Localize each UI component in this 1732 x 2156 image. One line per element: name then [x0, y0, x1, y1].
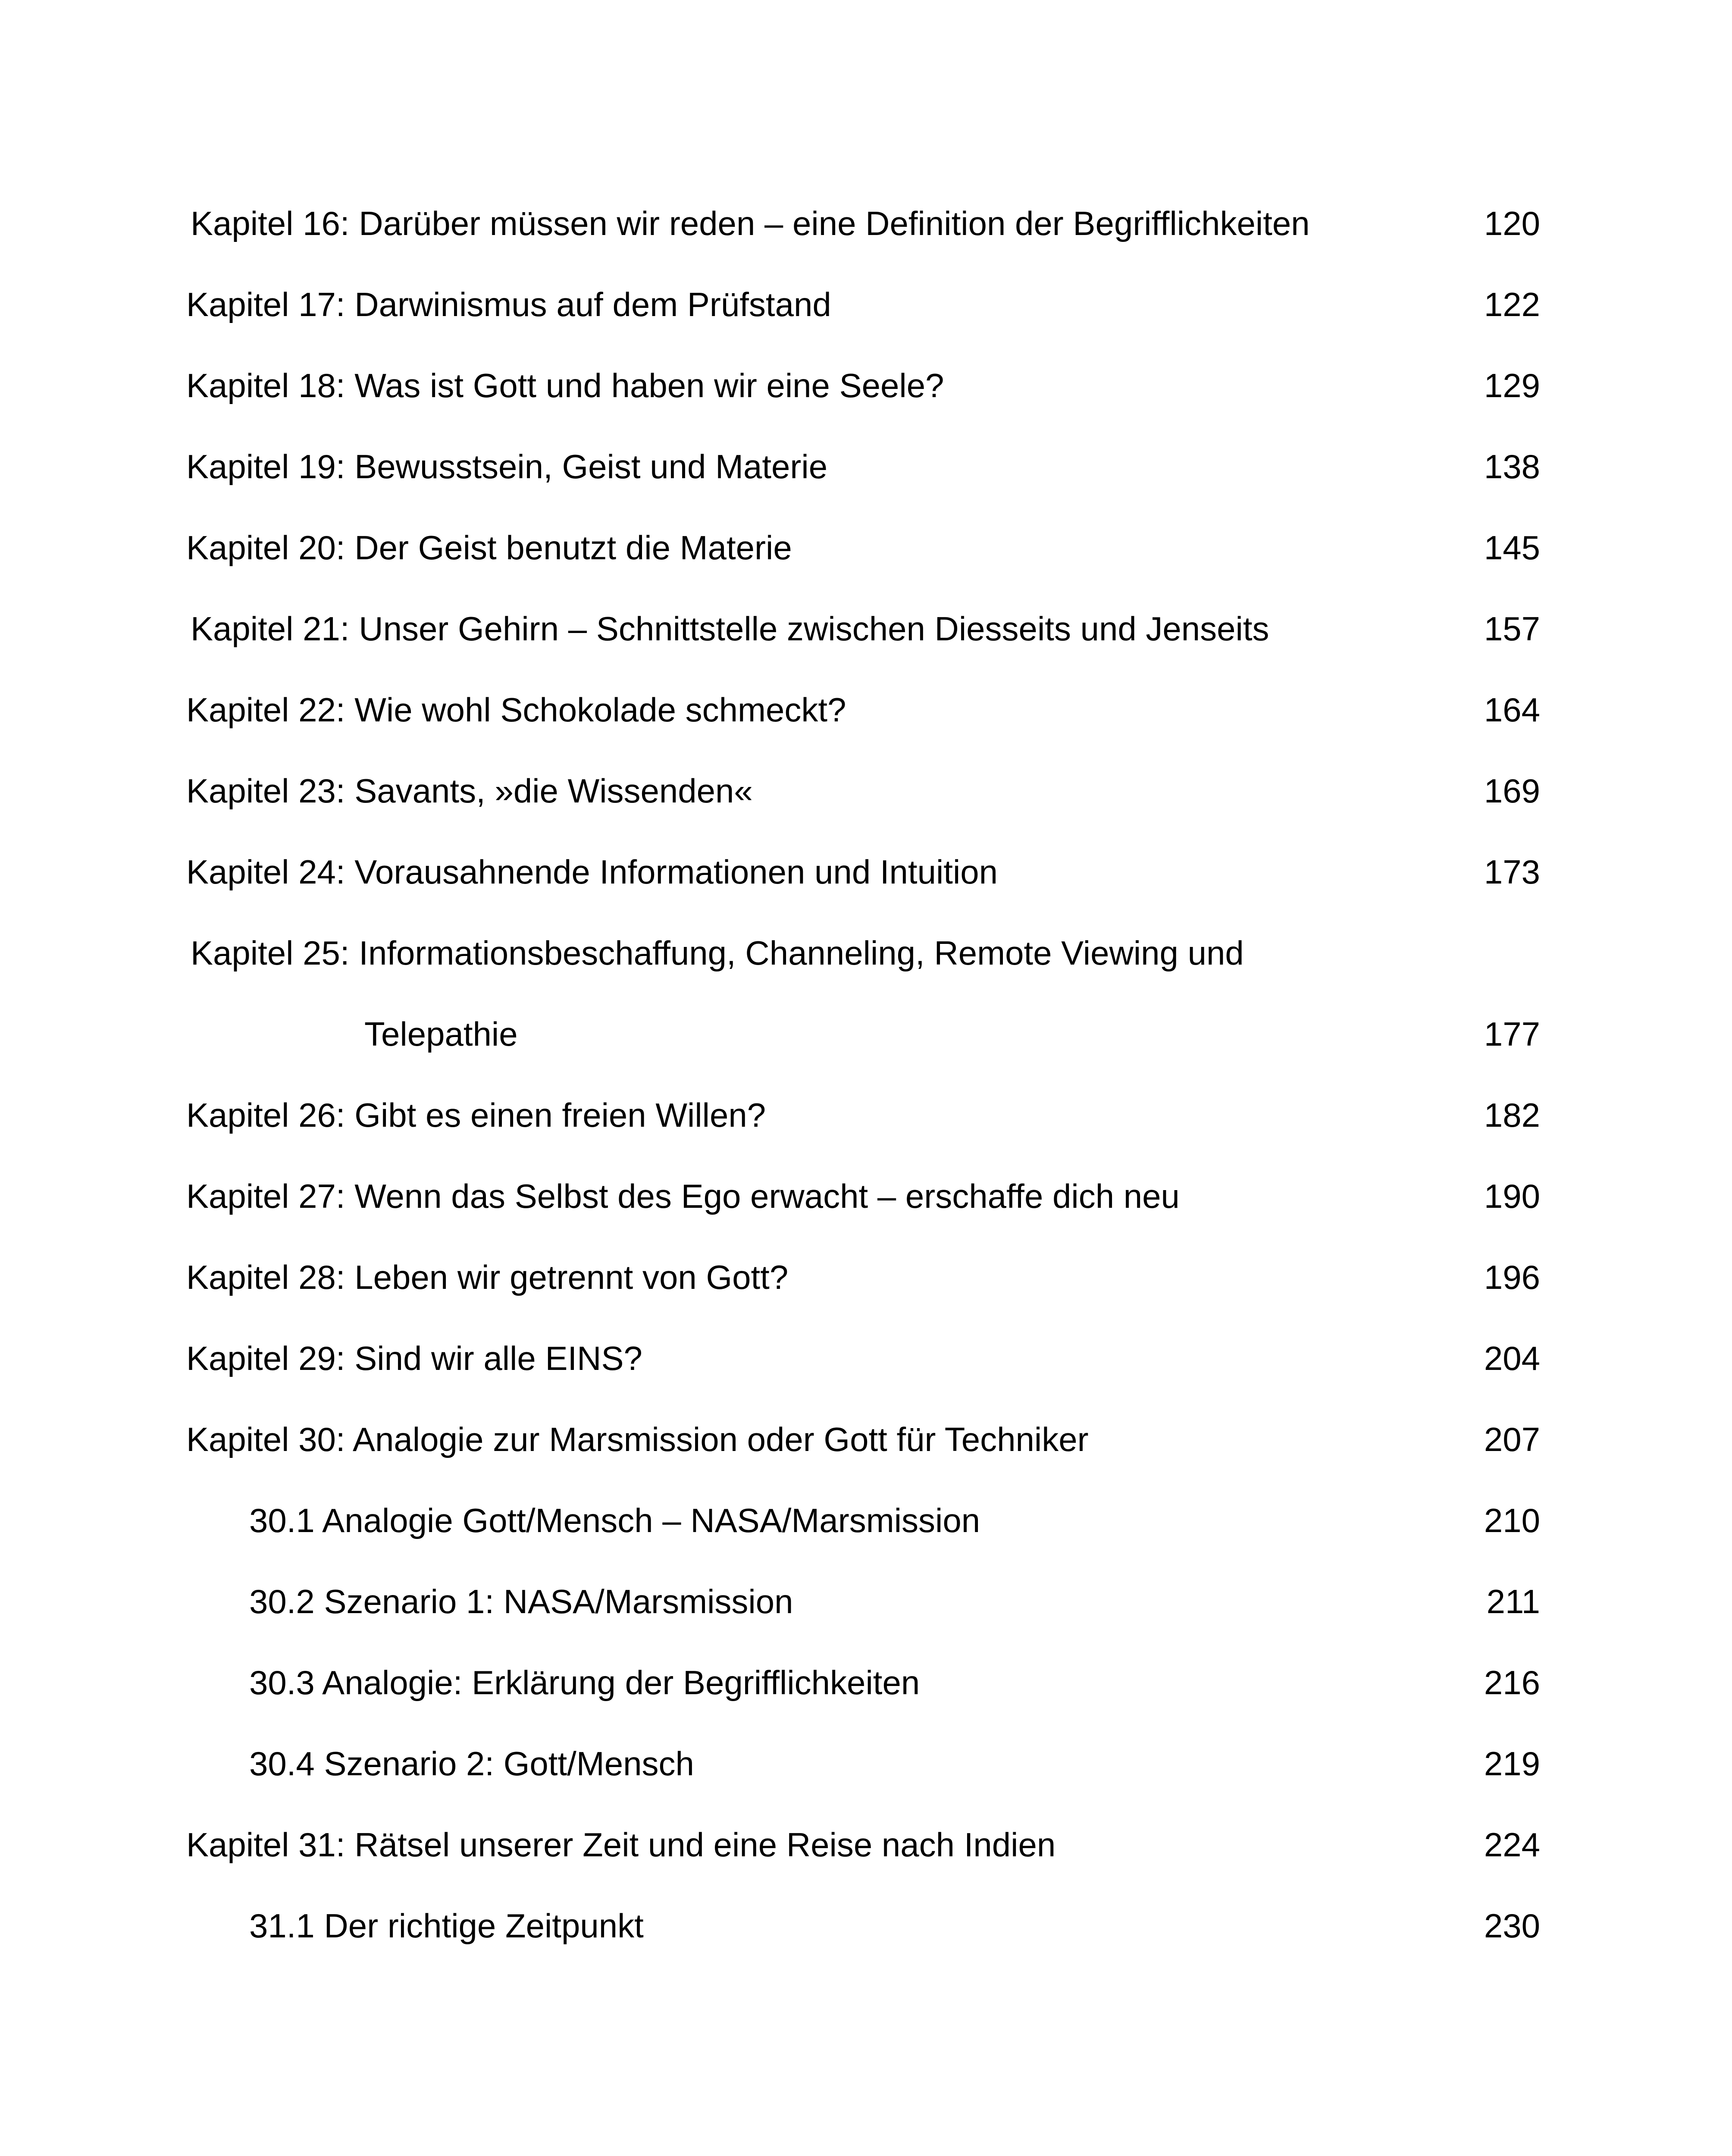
- toc-entry-page-number: 224: [1484, 1826, 1540, 1864]
- toc-entry-title: 31.1 Der richtige Zeitpunkt: [249, 1907, 644, 1945]
- toc-entry-page-number: 120: [1484, 204, 1540, 242]
- toc-entry-page-number: 177: [1484, 1015, 1540, 1053]
- toc-entry-title: Kapitel 20: Der Geist benutzt die Materie: [186, 529, 792, 567]
- toc-entry-title: Kapitel 28: Leben wir getrennt von Gott?: [186, 1258, 789, 1296]
- toc-entry-title: Kapitel 25: Informationsbeschaffung, Channeling, Remote Viewing und: [191, 934, 1244, 972]
- toc-entry-kapitel-26: [0, 1075, 1732, 1156]
- toc-entry-page-number: 219: [1484, 1745, 1540, 1783]
- toc-entry-page-number: 145: [1484, 529, 1540, 567]
- toc-entry-kapitel-20: [0, 507, 1732, 588]
- toc-entry-title: Kapitel 27: Wenn das Selbst des Ego erwacht – erschaffe dich neu: [186, 1177, 1180, 1215]
- toc-entry-page-number: 157: [1484, 610, 1540, 648]
- toc-entry-kapitel-27: [0, 1156, 1732, 1237]
- toc-entry-kapitel-25-continued: [0, 993, 1732, 1075]
- toc-entry-kapitel-19: [0, 426, 1732, 507]
- toc-entry-page-number: 173: [1484, 853, 1540, 891]
- toc-entry-page-number: 164: [1484, 691, 1540, 729]
- toc-entry-section-30-4: [0, 1723, 1732, 1804]
- toc-entry-page-number: 122: [1484, 285, 1540, 323]
- toc-entry-page-number: 129: [1484, 367, 1540, 404]
- toc-entry-kapitel-31: [0, 1804, 1732, 1885]
- toc-entry-title: Kapitel 17: Darwinismus auf dem Prüfstand: [186, 285, 831, 323]
- toc-entry-title: Kapitel 16: Darüber müssen wir reden – eine Definition der Begrifflichkeiten: [191, 204, 1310, 242]
- toc-entry-title: Kapitel 29: Sind wir alle EINS?: [186, 1339, 642, 1377]
- toc-entry-kapitel-30: [0, 1399, 1732, 1480]
- toc-entry-title: Kapitel 18: Was ist Gott und haben wir eine Seele?: [186, 367, 944, 404]
- toc-entry-kapitel-17: [0, 264, 1732, 345]
- toc-entry-kapitel-23: [0, 750, 1732, 831]
- toc-entry-page-number: 196: [1484, 1258, 1540, 1296]
- toc-entry-kapitel-25: [0, 912, 1732, 993]
- toc-entry-kapitel-22: [0, 669, 1732, 750]
- toc-entry-title: Telepathie: [364, 1015, 518, 1053]
- toc-entry-page-number: 211: [1486, 1583, 1540, 1620]
- toc-entry-title: 30.3 Analogie: Erklärung der Begrifflichkeiten: [249, 1664, 920, 1702]
- toc-entry-kapitel-24: [0, 831, 1732, 912]
- toc-entry-page-number: 230: [1484, 1907, 1540, 1945]
- toc-entry-title: 30.2 Szenario 1: NASA/Marsmission: [249, 1583, 793, 1620]
- toc-entry-title: Kapitel 21: Unser Gehirn – Schnittstelle zwischen Diesseits und Jenseits: [191, 610, 1269, 648]
- toc-entry-section-30-2: [0, 1561, 1732, 1642]
- toc-entry-title: Kapitel 23: Savants, »die Wissenden«: [186, 772, 753, 810]
- toc-entry-page-number: 182: [1484, 1096, 1540, 1134]
- toc-entry-title: Kapitel 22: Wie wohl Schokolade schmeckt?: [186, 691, 846, 729]
- toc-entry-section-30-3: [0, 1642, 1732, 1723]
- toc-entry-title: 30.4 Szenario 2: Gott/Mensch: [249, 1745, 694, 1783]
- toc-entry-kapitel-21: [0, 588, 1732, 669]
- toc-entry-page-number: 138: [1484, 448, 1540, 486]
- toc-entry-section-31-1: [0, 1885, 1732, 1966]
- toc-entry-page-number: 210: [1484, 1501, 1540, 1539]
- toc-entry-kapitel-29: [0, 1318, 1732, 1399]
- toc-entry-kapitel-18: [0, 345, 1732, 426]
- toc-entry-title: 30.1 Analogie Gott/Mensch – NASA/Marsmission: [249, 1501, 980, 1539]
- toc-entry-title: Kapitel 24: Vorausahnende Informationen und Intuition: [186, 853, 998, 891]
- toc-entry-kapitel-16: [0, 183, 1732, 264]
- toc-entry-title: Kapitel 31: Rätsel unserer Zeit und eine Reise nach Indien: [186, 1826, 1056, 1864]
- toc-entry-kapitel-28: [0, 1237, 1732, 1318]
- toc-entry-title: Kapitel 30: Analogie zur Marsmission oder Gott für Techniker: [186, 1420, 1089, 1458]
- toc-entry-page-number: 216: [1484, 1664, 1540, 1702]
- toc-entry-page-number: 207: [1484, 1420, 1540, 1458]
- toc-entry-title: Kapitel 19: Bewusstsein, Geist und Materie: [186, 448, 828, 486]
- toc-entry-page-number: 190: [1484, 1177, 1540, 1215]
- toc-entry-title: Kapitel 26: Gibt es einen freien Willen?: [186, 1096, 766, 1134]
- toc-entry-page-number: 169: [1484, 772, 1540, 810]
- toc-entry-section-30-1: [0, 1480, 1732, 1561]
- toc-entry-page-number: 204: [1484, 1339, 1540, 1377]
